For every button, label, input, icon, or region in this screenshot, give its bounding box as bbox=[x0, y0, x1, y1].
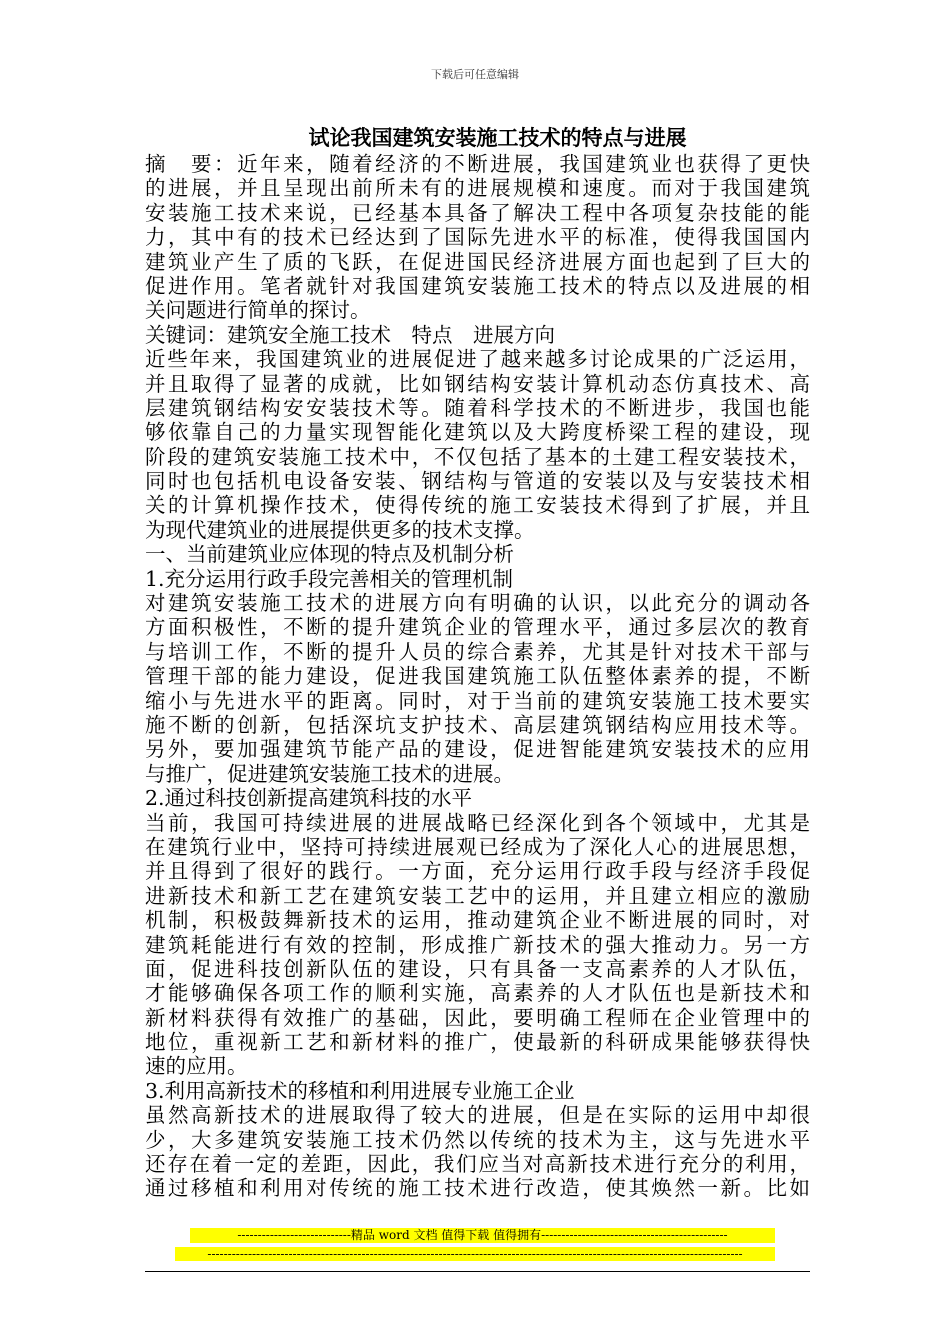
text-line: 缩小与先进水平的距离。同时，对于当前的建筑安装施工技术要实 bbox=[145, 688, 810, 713]
text-line: 摘 要：近年来，随着经济的不断进展，我国建筑业也获得了更快 bbox=[145, 152, 810, 176]
text-line: 2.通过科技创新提高建筑科技的水平 bbox=[145, 786, 473, 811]
text-line: 安装施工技术来说，已经基本具备了解决工程中各项复杂技能的能 bbox=[145, 200, 810, 225]
footer-rule bbox=[145, 1271, 810, 1272]
page-footer bbox=[145, 1228, 810, 1272]
text-line: 关的计算机操作技术，使得传统的施工安装技术得到了扩展，并且 bbox=[145, 493, 810, 518]
text-line: 阶段的建筑安装施工技术中，不仅包括了基本的土建工程安装技术， bbox=[145, 444, 810, 469]
text-line: 近些年来，我国建筑业的进展促进了越来越多讨论成果的广泛运用， bbox=[145, 347, 810, 372]
text-line: 方面积极性，不断的提升建筑企业的管理水平，通过多层次的教育 bbox=[145, 615, 810, 640]
text-line: 一、当前建筑业应体现的特点及机制分析 bbox=[145, 542, 514, 567]
text-line: 新材料获得有效推广的基础，因此，要明确工程师在企业管理中的 bbox=[145, 1005, 810, 1030]
text-line: 力，其中有的技术已经达到了国际先进水平的标准，使得我国国内 bbox=[145, 225, 810, 250]
text-line: 与培训工作，不断的提升人员的综合素养，尤其是针对技术干部与 bbox=[145, 639, 810, 664]
text-line: 进新技术和新工艺在建筑安装工艺中的运用，并且建立相应的激励 bbox=[145, 883, 810, 908]
text-line: 地位，重视新工艺和新材料的推广，使最新的科研成果能够获得快 bbox=[145, 1030, 810, 1055]
page-header: 下载后可任意编辑 bbox=[431, 68, 519, 81]
text-line: 通过移植和利用对传统的施工技术进行改造，使其焕然一新。比如 bbox=[145, 1176, 810, 1201]
text-line: 够依靠自己的力量实现智能化建筑以及大跨度桥梁工程的建设，现 bbox=[145, 420, 810, 445]
text-line: 速的应用。 bbox=[145, 1054, 248, 1079]
text-line: 建筑耗能进行有效的控制，形成推广新技术的强大推动力。另一方 bbox=[145, 932, 810, 957]
text-line: 3.利用高新技术的移植和利用进展专业施工企业 bbox=[145, 1078, 575, 1103]
text-line: 建筑业产生了质的飞跃，在促进国民经济进展方面也起到了巨大的 bbox=[145, 249, 810, 274]
text-line: 促进作用。笔者就针对我国建筑安装施工技术的特点以及进展的相 bbox=[145, 273, 810, 298]
footer-banner: ----------------------------精品 word 文档 值得下载 值得拥有---------------------------------------------- bbox=[190, 1228, 775, 1243]
text-line: 为现代建筑业的进展提供更多的技术支撑。 bbox=[145, 517, 535, 542]
text-line: 与推广，促进建筑安装施工技术的进展。 bbox=[145, 761, 514, 786]
text-line: 层建筑钢结构安安装技术等。随着科学技术的不断进步，我国也能 bbox=[145, 395, 810, 420]
text-line: 管理干部的能力建设，促进我国建筑施工队伍整体素养的提，不断 bbox=[145, 664, 810, 689]
text-line: 面，促进科技创新队伍的建设，只有具备一支高素养的人才队伍， bbox=[145, 956, 810, 981]
document-title: 试论我国建筑安装施工技术的特点与进展 bbox=[308, 125, 687, 150]
text-line: 施不断的创新，包括深坑支护技术、高层建筑钢结构应用技术等。 bbox=[145, 712, 810, 737]
text-line: 才能够确保各项工作的顺利实施，高素养的人才队伍也是新技术和 bbox=[145, 981, 810, 1006]
text-line: 并且得到了很好的践行。一方面，充分运用行政手段与经济手段促 bbox=[145, 859, 810, 884]
text-line: 在建筑行业中，坚持可持续进展观已经成为了深化人心的进展思想， bbox=[145, 834, 810, 859]
text-line: 同时也包括机电设备安装、钢结构与管道的安装以及与安装技术相 bbox=[145, 469, 810, 494]
text-line: 当前，我国可持续进展的进展战略已经深化到各个领域中，尤其是 bbox=[145, 810, 810, 835]
text-line: 对建筑安装施工技术的进展方向有明确的认识，以此充分的调动各 bbox=[145, 591, 810, 616]
text-line: 并且取得了显著的成就，比如钢结构安装计算机动态仿真技术、高 bbox=[145, 371, 810, 396]
text-line: 1.充分运用行政手段完善相关的管理机制 bbox=[145, 566, 514, 591]
text-line: 关问题进行简单的探讨。 bbox=[145, 298, 371, 323]
text-line: 机制，积极鼓舞新技术的运用，推动建筑企业不断进展的同时，对 bbox=[145, 908, 810, 933]
text-line: 还存在着一定的差距，因此，我们应当对高新技术进行充分的利用， bbox=[145, 1152, 810, 1177]
text-line: 虽然高新技术的进展取得了较大的进展，但是在实际的运用中却很 bbox=[145, 1103, 810, 1128]
text-line: 关键词：建筑安全施工技术 特点 进展方向 bbox=[145, 322, 555, 347]
text-line: 少，大多建筑安装施工技术仍然以传统的技术为主，这与先进水平 bbox=[145, 1127, 810, 1152]
footer-dashes: ------------------------------------------------------------------------------------------------------------------------------------ bbox=[175, 1247, 775, 1261]
document-body bbox=[145, 124, 810, 1201]
document-text bbox=[145, 152, 810, 1201]
text-line: 的进展，并且呈现出前所未有的进展规模和速度。而对于我国建筑 bbox=[145, 176, 810, 201]
text-line: 另外，要加强建筑节能产品的建设，促进智能建筑安装技术的应用 bbox=[145, 737, 810, 762]
